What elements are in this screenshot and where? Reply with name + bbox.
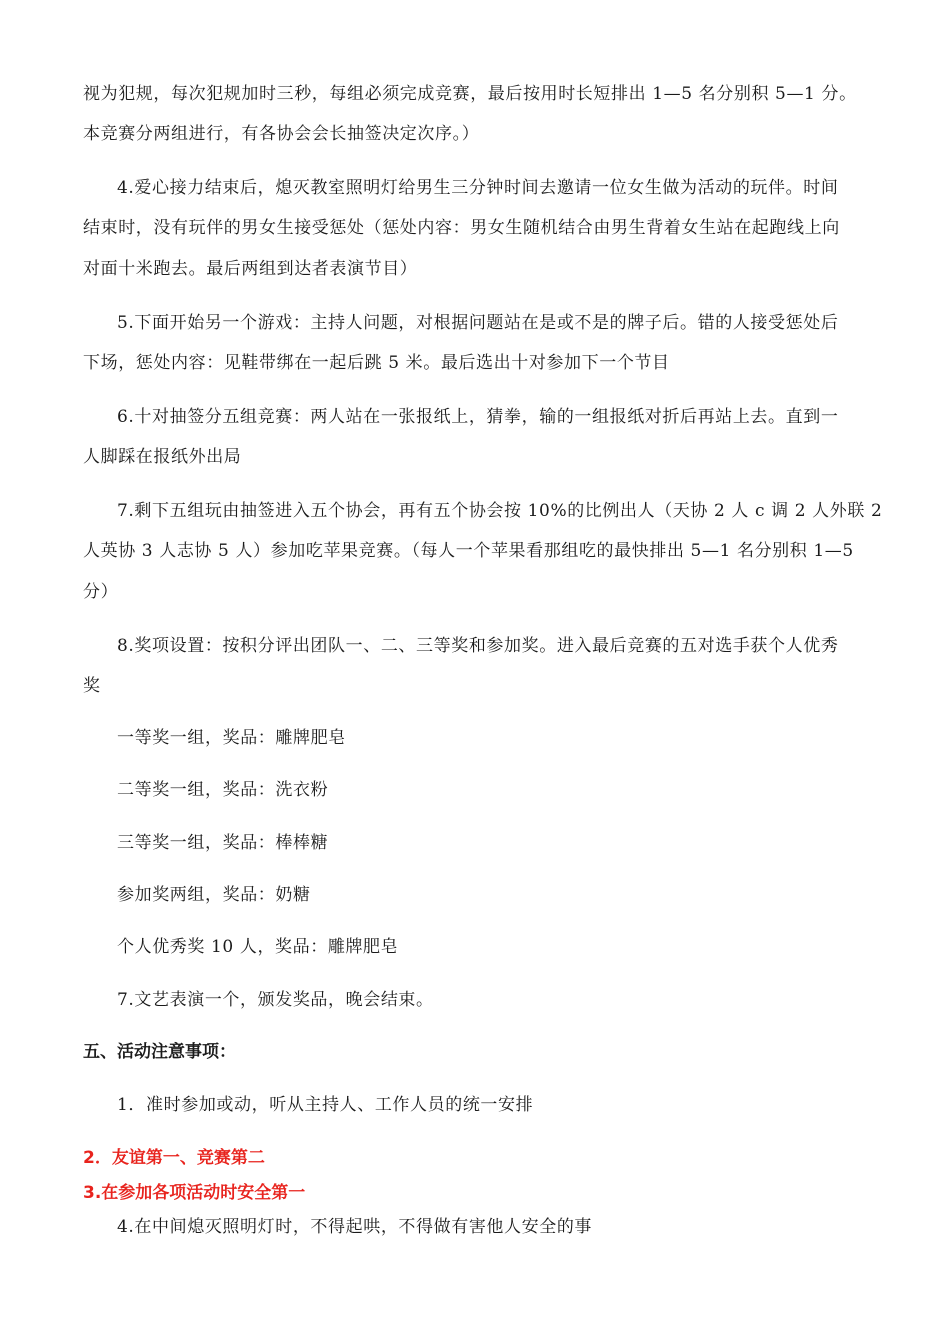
paragraph-line: 7.剩下五组玩由抽签进入五个协会，再有五个协会按 10%的比例出人（天协 2 人 c 调 2 人外联 2 [117,501,883,521]
paragraph-line: 5.下面开始另一个游戏：主持人问题，对根据问题站在是或不是的牌子后。错的人接受惩处后 [117,313,839,333]
note-item: 1．准时参加或动，听从主持人、工作人员的统一安排 [117,1095,534,1115]
paragraph-line: 8.奖项设置：按积分评出团队一、二、三等奖和参加奖。进入最后竞赛的五对选手获个人优秀 [117,636,839,656]
award-item: 三等奖一组，奖品：棒棒糖 [117,833,329,853]
award-item: 二等奖一组，奖品：洗衣粉 [117,780,329,800]
paragraph-line: 奖 [83,676,101,696]
paragraph-line: 视为犯规，每次犯规加时三秒，每组必须完成竞赛，最后按用时长短排出 1—5 名分别积 5—1 分。 [83,84,857,104]
note-item-highlighted: 2．友谊第一、竞赛第二 [83,1148,265,1168]
paragraph-line: 人英协 3 人志协 5 人）参加吃苹果竞赛。（每人一个苹果看那组吃的最快排出 5—1 名分别积 1—5 [83,541,854,561]
paragraph-line: 7.文艺表演一个，颁发奖品，晚会结束。 [117,990,434,1010]
paragraph-line: 分） [83,582,119,602]
award-item: 个人优秀奖 10 人，奖品：雕牌肥皂 [117,937,399,957]
award-item: 一等奖一组，奖品：雕牌肥皂 [117,728,346,748]
paragraph-line: 人脚踩在报纸外出局 [83,447,242,467]
note-item: 4.在中间熄灭照明灯时，不得起哄，不得做有害他人安全的事 [117,1217,593,1237]
paragraph-line: 4.爱心接力结束后，熄灭教室照明灯给男生三分钟时间去邀请一位女生做为活动的玩伴。时间 [117,178,839,198]
paragraph-line: 6.十对抽签分五组竞赛：两人站在一张报纸上，猜拳，输的一组报纸对折后再站上去。直到一 [117,407,839,427]
paragraph-line: 对面十米跑去。最后两组到达者表演节目） [83,259,418,279]
section-title: 五、活动注意事项： [83,1042,236,1062]
paragraph-line: 本竞赛分两组进行，有各协会会长抽签决定次序。） [83,124,480,144]
paragraph-line: 下场，惩处内容：见鞋带绑在一起后跳 5 米。最后选出十对参加下一个节目 [83,353,670,373]
award-item: 参加奖两组，奖品：奶糖 [117,885,311,905]
note-item-highlighted: 3.在参加各项活动时安全第一 [83,1183,306,1203]
paragraph-line: 结束时，没有玩伴的男女生接受惩处（惩处内容：男女生随机结合由男生背着女生站在起跑线上向 [83,218,840,238]
